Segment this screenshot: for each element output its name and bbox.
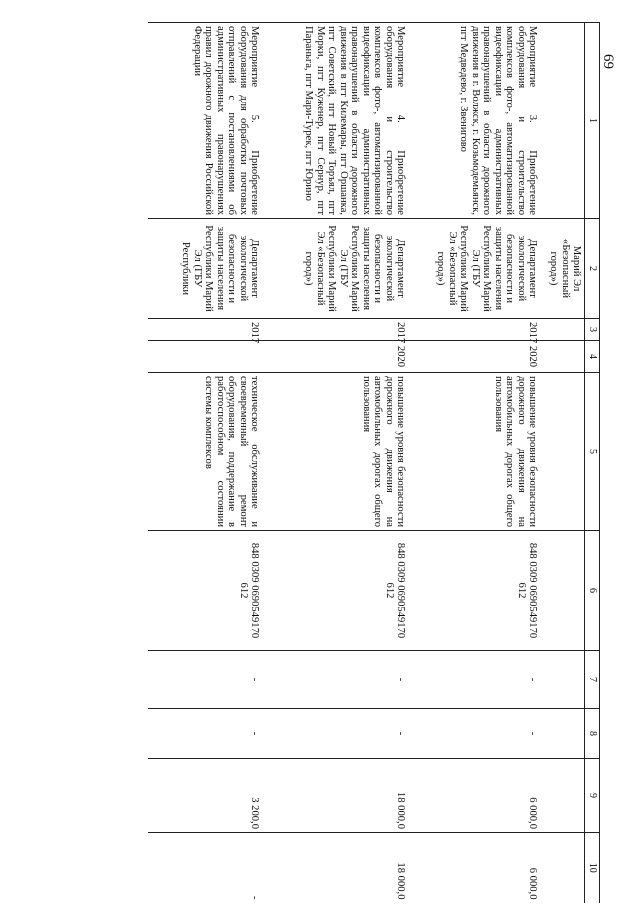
col-header-1: 1 — [585, 23, 600, 219]
program-events-table — [148, 22, 600, 903]
budget-code: 848 0309 0690549170 612 — [408, 531, 540, 651]
continuation-row — [540, 23, 585, 903]
executor: Департамент экологической безопасности и защиты населения Республики Марий Эл (ГБУ Республики — [148, 219, 262, 319]
col-header-7: 7 — [585, 651, 600, 709]
page-number: 69 — [600, 54, 616, 69]
start-year: 2017 — [408, 319, 540, 341]
start-year: 2017 — [148, 319, 262, 341]
start-year: 2017 — [262, 319, 408, 341]
col7-value: - — [262, 651, 408, 709]
expected-result: повышение уровня безопасности дорожного движения на автомобильных дорогах общего пользования — [408, 373, 540, 531]
end-year: 2020 — [408, 341, 540, 373]
expected-result: техническое обслуживание и своевременный ремонт оборудования, поддержание в работоспособном состоянии системы комплексов — [148, 373, 262, 531]
col-header-3: 3 — [585, 319, 600, 341]
header-row — [585, 23, 600, 903]
col10-value: - — [148, 833, 262, 903]
col7-value: - — [408, 651, 540, 709]
expected-result: повышение уровня безопасности дорожного движения на автомобильных дорогах общего пользования — [262, 373, 408, 531]
col-header-8: 8 — [585, 709, 600, 759]
budget-code: 848 0309 0690549170 612 — [262, 531, 408, 651]
col-header-5: 5 — [585, 373, 600, 531]
budget-code: 848 0309 0690549170 612 — [148, 531, 262, 651]
executor: Департамент экологической безопасности и защиты населения Республики Марий Эл (ГБУ Республики Марий Эл «Безопасный город») — [408, 219, 540, 319]
col-header-10: 10 — [585, 833, 600, 903]
col9-value: 18 000,0 — [262, 759, 408, 833]
table-row — [262, 23, 408, 903]
col8-value: - — [408, 709, 540, 759]
continuation-executor: Марий Эл «Безопасный город») — [540, 219, 585, 319]
col9-value: 3 200,0 — [148, 759, 262, 833]
col9-value: 6 000,0 — [408, 759, 540, 833]
end-year: 2020 — [262, 341, 408, 373]
col-header-6: 6 — [585, 531, 600, 651]
table-row — [148, 23, 262, 903]
end-year — [148, 341, 262, 373]
col10-value: 18 000,0 — [262, 833, 408, 903]
col-header-9: 9 — [585, 759, 600, 833]
event-description: Мероприятие 3. Приобретение оборудования и строительство комплексов фото-, автоматизированной видеофиксации административных правонарушений в области дорожного движения в г. Волжск, г. Козьмодемьянск, пгт Медведево, г. Звенигово — [408, 23, 540, 219]
table-row — [408, 23, 540, 903]
col7-value: - — [148, 651, 262, 709]
col-header-4: 4 — [585, 341, 600, 373]
rotated-sheet — [5, 22, 600, 902]
col-header-2: 2 — [585, 219, 600, 319]
col8-value: - — [148, 709, 262, 759]
event-description: Мероприятие 4. Приобретение оборудования и строительство комплексов фото-, автоматизированной видеофиксации административных правонарушений в области дорожного движения в пгт Килемары, пгт Оршанка, пгт Советский, пгт Новый Торъял, пгт Морки, пгт Куженер, пгт Сернур, пгт Параньга, пгт Мари-Турек, пгт Юрино — [262, 23, 408, 219]
col10-value: 6 000,0 — [408, 833, 540, 903]
executor: Департамент экологической безопасности и защиты населения Республики Марий Эл (ГБУ Республики Марий Эл «Безопасный город») — [262, 219, 408, 319]
col8-value: - — [262, 709, 408, 759]
event-description: Мероприятие 5. Приобретение оборудования для обработки почтовых отправлений с постановлениями об административных правонарушениях правил дорожного движения Российской Федерации — [148, 23, 262, 219]
